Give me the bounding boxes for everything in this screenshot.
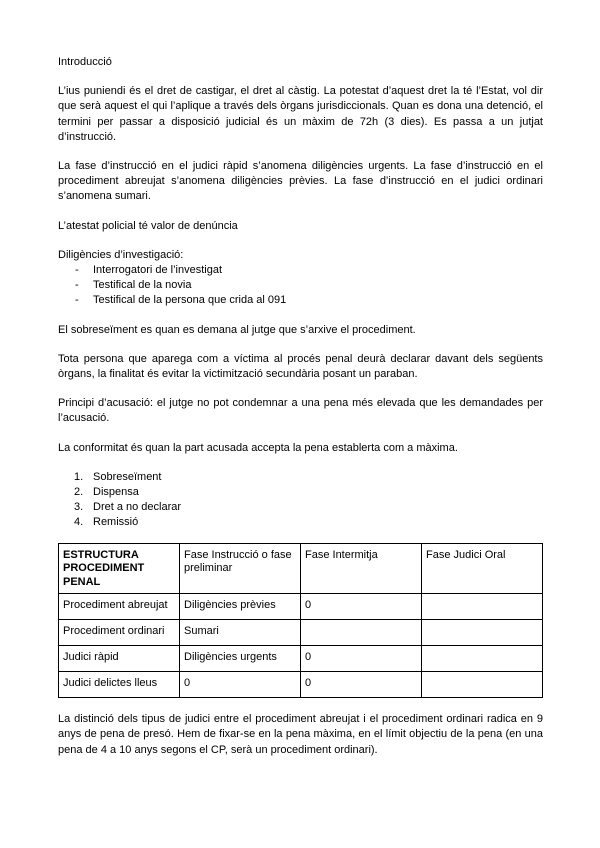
table-row: [59, 594, 543, 620]
list-item: - Testifical de la persona que crida al 091: [58, 293, 543, 308]
list-item: [58, 470, 543, 485]
table-header-cell: ESTRUCTURA PROCEDIMENT PENAL: [59, 543, 180, 594]
list-text: Remissió: [93, 516, 139, 529]
diligencies-list: [58, 263, 543, 309]
paragraph-sobreseiment: El sobreseïment es quan es demana al jutge que s’arxive el procediment.: [58, 323, 416, 336]
list-text: Dispensa: [93, 486, 139, 499]
paragraph-distincio-judici: La distinció dels tipus de judici entre el procediment abreujat i el procediment ordinari radica en 9 anys de pena de presó. Hem de fixar-se en la pena màxima, en el límit objectiu de la pena (en una pena de 4 a 10 anys segons el CP, serà un procediment ordinari).: [58, 713, 543, 756]
procediment-table: [58, 543, 543, 699]
list-item: - Interrogatori de l’investigat: [58, 263, 543, 278]
list-number: 3.: [74, 501, 84, 514]
table-row: [59, 672, 543, 698]
numbered-list: [58, 470, 543, 531]
list-number: 4.: [74, 516, 84, 529]
paragraph-atestat: L’atestat policial té valor de denúncia: [58, 219, 238, 232]
table-cell: [301, 620, 422, 646]
table-cell: 0: [301, 594, 422, 620]
table-cell: Diligències urgents: [180, 646, 301, 672]
list-number: 1.: [74, 470, 84, 483]
table-cell: [422, 620, 543, 646]
table-header-cell: Fase Judici Oral: [422, 543, 543, 594]
table-cell: 0: [301, 672, 422, 698]
list-text: Sobreseïment: [93, 470, 162, 483]
table-cell: [422, 672, 543, 698]
paragraph-conformitat: La conformitat és quan la part acusada accepta la pena establerta com a màxima.: [58, 441, 458, 454]
diligencies-heading: Diligències d’investigació:: [58, 248, 184, 261]
table-cell: 0: [180, 672, 301, 698]
table-cell: 0: [301, 646, 422, 672]
table-cell: [422, 594, 543, 620]
table-header-cell: Fase Instrucció o fase preliminar: [180, 543, 301, 594]
document-title: Introducció: [58, 56, 112, 68]
list-text: Dret a no declarar: [93, 501, 182, 514]
table-cell: Procediment abreujat: [59, 594, 180, 620]
list-item: [58, 515, 543, 530]
table-row: [59, 620, 543, 646]
table-cell: Diligències prèvies: [180, 594, 301, 620]
list-item: - Testifical de la novia: [58, 278, 543, 293]
list-number: 2.: [74, 486, 84, 499]
table-cell: Judici ràpid: [59, 646, 180, 672]
list-item: [58, 485, 543, 500]
paragraph-fase-instruccio: La fase d’instrucció en el judici ràpid s’anomena diligències urgents. La fase d’instrucció en el procediment abreujat s’anomena diligències prèvies. La fase d’instrucció en el judici ordinari s’anomena sumari.: [58, 160, 543, 203]
paragraph-principi-acusacio: Principi d’acusació: el jutge no pot condemnar a una pena més elevada que les demandades per l’acusació.: [58, 397, 543, 425]
paragraph-ius-puniendi: L’ius puniendi és el dret de castigar, el dret al càstig. La potestat d’aquest dret la té l’Estat, vol dir que serà aquest el qui l’aplique a través dels òrgans jurisdiccionals. Quan es dona una detenció, el termini per passar a disposició judicial és un màxim de 72h (3 dies). Es passa a un jutjat d’instrucció.: [58, 85, 543, 143]
table-cell: Sumari: [180, 620, 301, 646]
list-item: [58, 500, 543, 515]
paragraph-victima: Tota persona que aparega com a víctima al procés penal deurà declarar davant dels següents òrgans, la finalitat és evitar la victimització secundària posant un paraban.: [58, 352, 543, 381]
table-header-row: [59, 543, 543, 594]
table-header-cell: Fase Intermitja: [301, 543, 422, 594]
table-cell: [422, 646, 543, 672]
table-cell: Judici delictes lleus: [59, 672, 180, 698]
document-page: [58, 55, 543, 772]
table-cell: Procediment ordinari: [59, 620, 180, 646]
table-row: [59, 646, 543, 672]
